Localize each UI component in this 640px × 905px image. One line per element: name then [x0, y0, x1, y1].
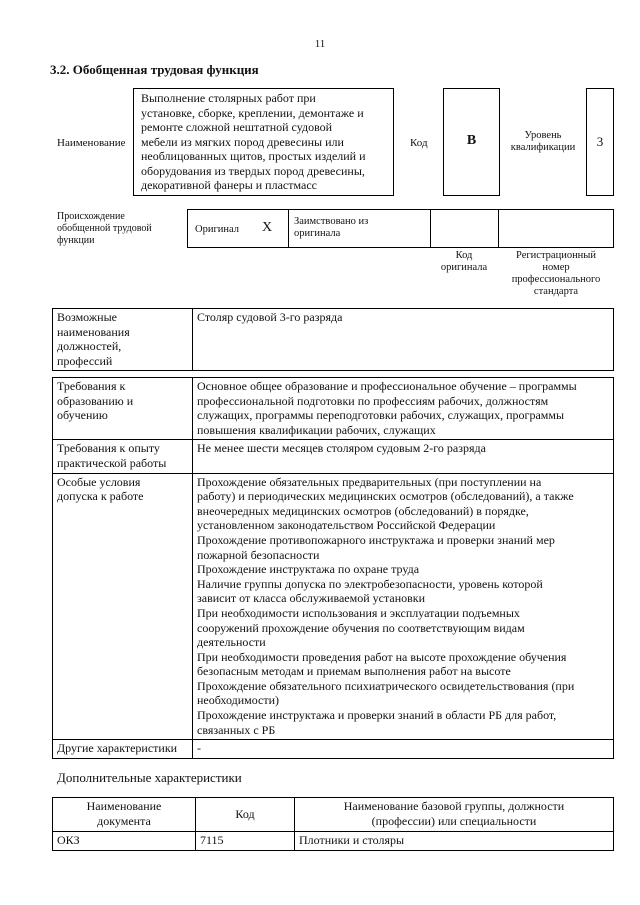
code-label: Код — [410, 137, 428, 149]
registration-number-label: Регистрационный номер профессионального стандарта — [511, 250, 601, 297]
experience-value: Не менее шести месяцев столяром судовым 2-го разряда — [193, 440, 614, 473]
level-value: 3 — [596, 134, 604, 149]
borrowed-label: Заимствовано из оригинала — [294, 216, 369, 239]
origin-box — [187, 209, 614, 248]
name-value: Выполнение столярных работ при установке, сборке, креплении, демонтаже и ремонте сложной нештатной судовой мебели из мягких пород древесины или необлицованных щитов, простых изделий и оборудования из твердых пород древесины, декоративной фанеры и пластмасс — [141, 91, 366, 192]
code-original-label: Код оригинала — [440, 250, 488, 273]
special-conditions-label: Особые условия допуска к работе — [53, 473, 193, 740]
table-header-row — [53, 798, 614, 832]
other-characteristics-label: Другие характеристики — [53, 740, 193, 759]
table-row — [53, 740, 614, 759]
positions-table — [52, 308, 614, 371]
original-mark: X — [262, 220, 273, 235]
origin-label: Происхождение обобщенной трудовой функции — [57, 211, 152, 246]
additional-title: Дополнительные характеристики — [57, 770, 242, 785]
education-label: Требования к образованию и обучению — [53, 378, 193, 440]
additional-table — [52, 797, 614, 851]
special-conditions-value: Прохождение обязательных предварительных (при поступлении на работу) и периодических медицинских осмотров (обследований), а также внеочередных медицинских осмотров (обследований) в порядке, установленном законодательством Российской Федерации Прохождение противопожарного инструктажа и проверки знаний мер пожарной безопасности Прохождение инструктажа по охране труда Наличие группы допуска по электробезопасности, уровень которой зависит от класса обслуживаемой установки При необходимости использования и эксплуатации подъемных сооружений прохождение обучения по соответствующим видам деятельности При необходимости проведения работ на высоте прохождение обучения безопасным методам и приемам выполнения работ на высоте Прохождение обязательного психиатрического освидетельствования (при необходимости) Прохождение инструктажа и проверки знаний в области РБ для работ, связанных с РБ — [193, 473, 614, 740]
column-header-group: Наименование базовой группы, должности (профессии) или специальности — [295, 798, 614, 832]
requirements-table — [52, 377, 614, 759]
original-label: Оригинал — [195, 224, 239, 235]
table-row — [53, 473, 614, 740]
table-row — [53, 440, 614, 473]
column-header-document: Наименование документа — [53, 798, 196, 832]
section-title: 3.2. Обобщенная трудовая функция — [50, 62, 259, 77]
level-label: Уровень квалификации — [510, 130, 576, 153]
code-value: B — [466, 133, 477, 148]
other-characteristics-value: - — [193, 740, 614, 759]
table-cell: ОКЗ — [53, 832, 196, 851]
positions-value: Столяр судовой 3-го разряда — [193, 309, 614, 371]
table-row — [53, 378, 614, 440]
experience-label: Требования к опыту практической работы — [53, 440, 193, 473]
column-header-code: Код — [196, 798, 295, 832]
positions-label: Возможные наименования должностей, профессий — [53, 309, 193, 371]
table-cell: 7115 — [196, 832, 295, 851]
name-label: Наименование — [57, 137, 126, 149]
education-value: Основное общее образование и профессиональное обучение – программы профессиональной подготовки по профессиям рабочих, должностям служащих, программы переподготовки рабочих, служащих, программы повышения квалификации рабочих, служащих — [193, 378, 614, 440]
table-row — [53, 832, 614, 851]
table-cell: Плотники и столяры — [295, 832, 614, 851]
page-number: 11 — [314, 38, 326, 50]
